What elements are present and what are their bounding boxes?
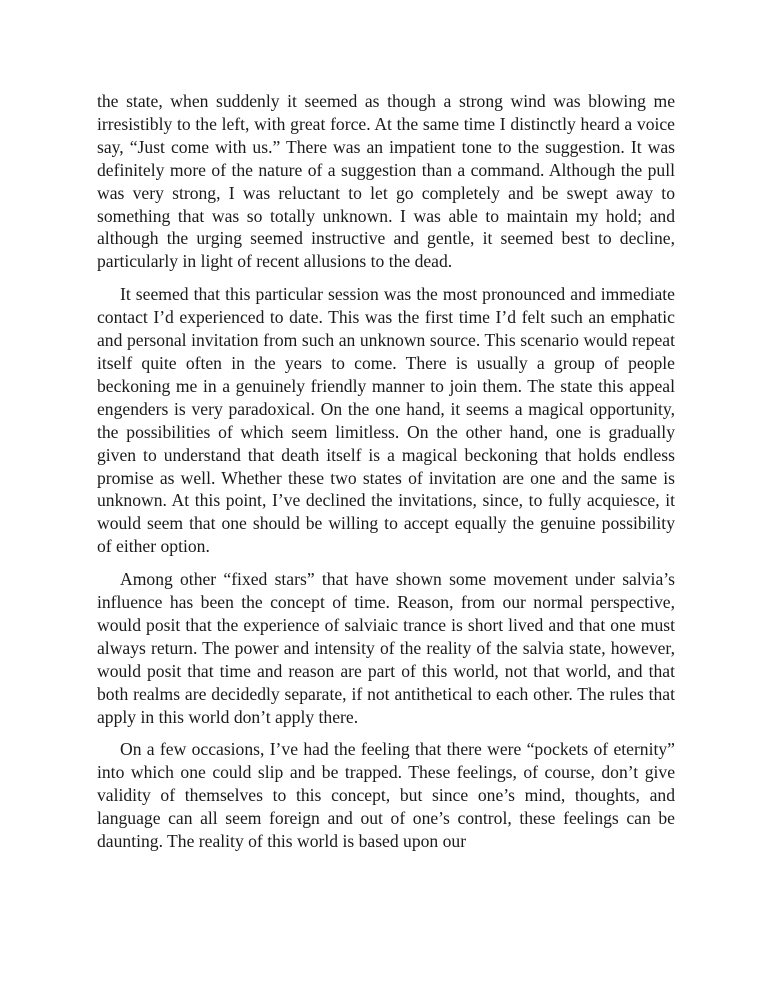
page-body — [97, 90, 675, 863]
paragraph-1: the state, when suddenly it seemed as though a strong wind was blowing me irresistibly to the left, with great force. At the same time I distinctly heard a voice say, “Just come with us.” There was an impatient tone to the suggestion. It was definitely more of the nature of a suggestion than a command. Although the pull was very strong, I was reluctant to let go completely and be swept away to something that was so totally unknown. I was able to maintain my hold; and although the urging seemed instructive and gentle, it seemed best to decline, particularly in light of recent allusions to the dead. — [97, 91, 675, 272]
paragraph-4: On a few occasions, I’ve had the feeling that there were “pockets of eternity” into which one could slip and be trapped. These feelings, of course, don’t give validity of themselves to this concept, but since one’s mind, thoughts, and language can all seem foreign and out of one’s control, these feelings can be daunting. The reality of this world is based upon our — [97, 739, 675, 852]
paragraph-2: It seemed that this particular session was the most pronounced and immediate contact I’d experienced to date. This was the first time I’d felt such an emphatic and personal invitation from such an unknown source. This scenario would repeat itself quite often in the years to come. There is usually a group of people beckoning me in a genuinely friendly manner to join them. The state this appeal engenders is very paradoxical. On the one hand, it seems a magical opportunity, the possibilities of which seem limitless. On the other hand, one is gradually given to understand that death itself is a magical beckoning that holds endless promise as well. Whether these two states of invitation are one and the same is unknown. At this point, I’ve declined the invitations, since, to fully acquiesce, it would seem that one should be willing to accept equally the genuine possibility of either option. — [97, 284, 675, 557]
paragraph-3: Among other “fixed stars” that have shown some movement under salvia’s influence has been the concept of time. Reason, from our normal perspective, would posit that the experience of salviaic trance is short lived and that one must always return. The power and intensity of the reality of the salvia state, however, would posit that time and reason are part of this world, not that world, and that both realms are decidedly separate, if not antithetical to each other. The rules that apply in this world don’t apply there. — [97, 569, 675, 727]
